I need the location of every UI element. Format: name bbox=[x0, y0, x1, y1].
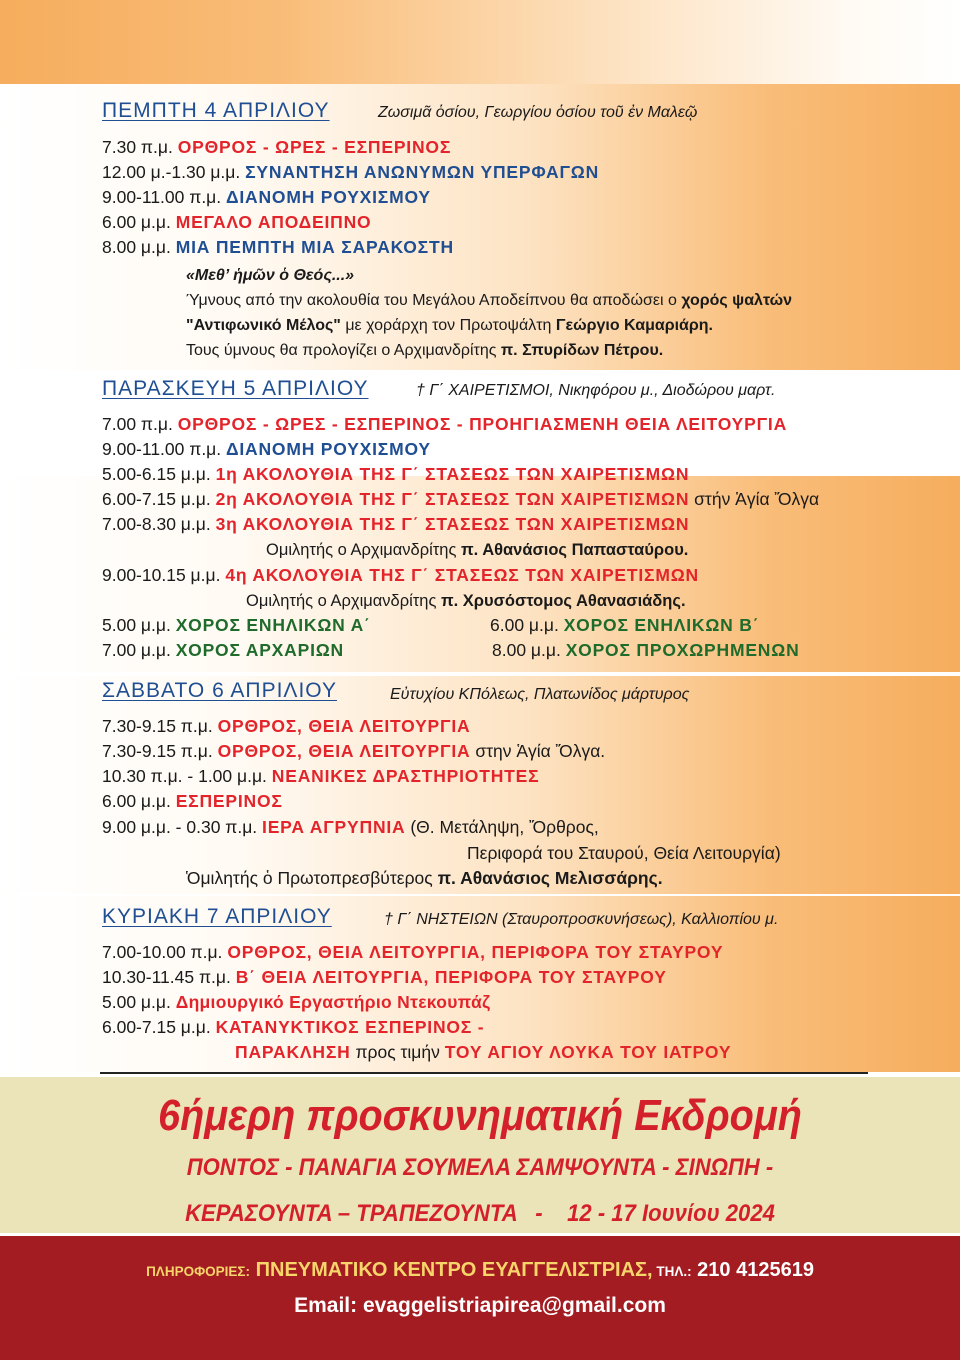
dance-row: 8.00 μ.μ. ΧΟΡΟΣ ΠΡΟΧΩΡΗΜΕΝΩΝ bbox=[492, 640, 800, 660]
saturday-speaker: Ὁμιλητής ὁ Πρωτοπρεσβύτερος π. Αθανάσιος Μελισσάρης. bbox=[186, 868, 663, 888]
trip-title: 6ήμερη προσκυνηματική Εκδρομή bbox=[158, 1091, 802, 1140]
thursday-quote: «Μεθ’ ἡμῶν ὁ Θεός...» bbox=[186, 267, 355, 284]
event-row: 7.30-9.15 π.μ. ΟΡΘΡΟΣ, ΘΕΙΑ ΛΕΙΤΟΥΡΓΙΑ στην Ἁγία Ὄλγα. bbox=[102, 741, 606, 761]
trip-dates: ΚΕΡΑΣΟΥΝΤΑ – ΤΡΑΠΕΖΟΥΝΤΑ - 12 - 17 Ιουνίου 2024 bbox=[185, 1200, 775, 1227]
thursday-saint: Ζωσιμᾶ ὁσίου, Γεωργίου ὁσίου τοῦ ἐν Μαλεῷ bbox=[378, 104, 698, 121]
event-row: 9.00 μ.μ. - 0.30 π.μ. ΙΕΡΑ ΑΓΡΥΠΝΙΑ (Θ. Μετάληψη, Ὄρθρος, bbox=[102, 817, 599, 837]
event-row: 7.00-10.00 π.μ. ΟΡΘΡΟΣ, ΘΕΙΑ ΛΕΙΤΟΥΡΓΙΑ, ΠΕΡΙΦΟΡΑ ΤΟΥ ΣΤΑΥΡΟΥ bbox=[102, 942, 724, 962]
sunday-saint: † Γ΄ ΝΗΣΤΕΙΩΝ (Σταυροπροσκυνήσεως), Καλλιοπίου μ. bbox=[384, 911, 779, 928]
thursday-note-3: Τους ύμνους θα προλογίζει ο Αρχιμανδρίτης π. Σπυρίδων Πέτρου. bbox=[186, 342, 664, 359]
top-band bbox=[0, 0, 960, 84]
event-row: 9.00-11.00 π.μ. ΔΙΑΝΟΜΗ ΡΟΥΧΙΣΜΟΥ bbox=[102, 439, 431, 459]
event-row: 5.00-6.15 μ.μ. 1η ΑΚΟΛΟΥΘΙΑ ΤΗΣ Γ΄ ΣΤΑΣΕΩΣ ΤΩΝ ΧΑΙΡΕΤΙΣΜΩΝ bbox=[102, 464, 690, 484]
friday-speaker-1: Ομιλητής ο Αρχιμανδρίτης π. Αθανάσιος Παπασταύρου. bbox=[266, 541, 689, 559]
event-row: 7.00-8.30 μ.μ. 3η ΑΚΟΛΟΥΘΙΑ ΤΗΣ Γ΄ ΣΤΑΣΕΩΣ ΤΩΝ ΧΑΙΡΕΤΙΣΜΩΝ bbox=[102, 514, 690, 534]
event-row: 7.30 π.μ. ΟΡΘΡΟΣ - ΩΡΕΣ - ΕΣΠΕΡΙΝΟΣ bbox=[102, 137, 452, 157]
dance-row: 5.00 μ.μ. ΧΟΡΟΣ ΕΝΗΛΙΚΩΝ Α΄ bbox=[102, 615, 371, 635]
event-row: 7.00 π.μ. ΟΡΘΡΟΣ - ΩΡΕΣ - ΕΣΠΕΡΙΝΟΣ - ΠΡΟΗΓΙΑΣΜΕΝΗ ΘΕΙΑ ΛΕΙΤΟΥΡΓΙΑ bbox=[102, 414, 788, 434]
event-row: 9.00-11.00 π.μ. ΔΙΑΝΟΜΗ ΡΟΥΧΙΣΜΟΥ bbox=[102, 187, 431, 207]
sunday-header: ΚΥΡΙΑΚΗ 7 ΑΠΡΙΛΙΟΥ bbox=[102, 905, 332, 928]
event-row: 9.00-10.15 μ.μ. 4η ΑΚΟΛΟΥΘΙΑ ΤΗΣ Γ΄ ΣΤΑΣΕΩΣ ΤΩΝ ΧΑΙΡΕΤΙΣΜΩΝ bbox=[102, 565, 699, 585]
trip-destinations: ΠΟΝΤΟΣ - ΠΑΝΑΓΙΑ ΣΟΥΜΕΛΑ ΣΑΜΨΟΥΝΤΑ - ΣΙΝΩΠΗ - bbox=[186, 1154, 774, 1181]
event-row: 10.30-11.45 π.μ. Β΄ ΘΕΙΑ ΛΕΙΤΟΥΡΓΙΑ, ΠΕΡΙΦΟΡΑ ΤΟΥ ΣΤΑΥΡΟΥ bbox=[102, 967, 667, 987]
event-row: 6.00-7.15 μ.μ. ΚΑΤΑΝΥΚΤΙΚΟΣ ΕΣΠΕΡΙΝΟΣ - bbox=[102, 1017, 485, 1037]
friday-header: ΠΑΡΑΣΚΕΥΗ 5 ΑΠΡΙΛΙΟΥ bbox=[102, 377, 369, 400]
event-row: 7.30-9.15 π.μ. ΟΡΘΡΟΣ, ΘΕΙΑ ΛΕΙΤΟΥΡΓΙΑ bbox=[102, 716, 471, 736]
event-row: 8.00 μ.μ. ΜΙΑ ΠΕΜΠΤΗ ΜΙΑ ΣΑΡΑΚΟΣΤΗ bbox=[102, 237, 454, 257]
event-row: 10.30 π.μ. - 1.00 μ.μ. ΝΕΑΝΙΚΕΣ ΔΡΑΣΤΗΡΙΟΤΗΤΕΣ bbox=[102, 766, 540, 786]
saturday-saint: Εὐτυχίου ΚΠόλεως, Πλατωνίδος μάρτυρος bbox=[390, 686, 690, 703]
divider bbox=[100, 1072, 868, 1074]
thursday-note-2: "Αντιφωνικό Μέλος" με χοράρχη τον Πρωτοψάλτη Γεώργιο Καμαριάρη. bbox=[186, 317, 713, 334]
footer-contact: ΠΛΗΡΟΦΟΡΙΕΣ: ΠΝΕΥΜΑΤΙΚΟ ΚΕΝΤΡΟ ΕΥΑΓΓΕΛΙΣΤΡΙΑΣ, ΤΗΛ.: 210 4125619 bbox=[146, 1259, 814, 1281]
saturday-header: ΣΑΒΒΑΤΟ 6 ΑΠΡΙΛΙΟΥ bbox=[102, 679, 337, 702]
thursday-note-1: Ύμνους από την ακολουθία του Μεγάλου Αποδείπνου θα αποδώσει ο χορός ψαλτών bbox=[186, 292, 793, 309]
dance-row: 6.00 μ.μ. ΧΟΡΟΣ ΕΝΗΛΙΚΩΝ Β΄ bbox=[490, 615, 760, 635]
event-row: 6.00-7.15 μ.μ. 2η ΑΚΟΛΟΥΘΙΑ ΤΗΣ Γ΄ ΣΤΑΣΕΩΣ ΤΩΝ ΧΑΙΡΕΤΙΣΜΩΝ στήν Ἁγία Ὄλγα bbox=[102, 489, 820, 509]
friday-speaker-2: Ομιλητής ο Αρχιμανδρίτης π. Χρυσόστομος Αθανασιάδης. bbox=[246, 592, 686, 610]
event-row: 12.00 μ.-1.30 μ.μ. ΣΥΝΑΝΤΗΣΗ ΑΝΩΝΥΜΩΝ ΥΠΕΡΦΑΓΩΝ bbox=[102, 162, 600, 182]
saturday-continuation: Περιφορά του Σταυρού, Θεία Λειτουργία) bbox=[467, 843, 781, 863]
dance-row: 7.00 μ.μ. ΧΟΡΟΣ ΑΡΧΑΡΙΩΝ bbox=[102, 640, 344, 660]
event-row: 6.00 μ.μ. ΜΕΓΑΛΟ ΑΠΟΔΕΙΠΝΟ bbox=[102, 212, 372, 232]
footer-email[interactable]: Email: evaggelistriapirea@gmail.com bbox=[294, 1294, 666, 1317]
friday-saint: † Γ΄ ΧΑΙΡΕΤΙΣΜΟΙ, Νικηφόρου μ., Διοδώρου μαρτ. bbox=[416, 382, 776, 399]
event-row: 5.00 μ.μ. Δημιουργικό Εργαστήριο Ντεκουπάζ bbox=[102, 992, 491, 1012]
event-row: 6.00 μ.μ. ΕΣΠΕΡΙΝΟΣ bbox=[102, 791, 283, 811]
thursday-header: ΠΕΜΠΤΗ 4 ΑΠΡΙΛΙΟΥ bbox=[102, 99, 330, 122]
sunday-continuation: ΠΑΡΑΚΛΗΣΗ προς τιμήν ΤΟΥ ΑΓΙΟΥ ΛΟΥΚΑ ΤΟΥ ΙΑΤΡΟΥ bbox=[235, 1042, 732, 1062]
